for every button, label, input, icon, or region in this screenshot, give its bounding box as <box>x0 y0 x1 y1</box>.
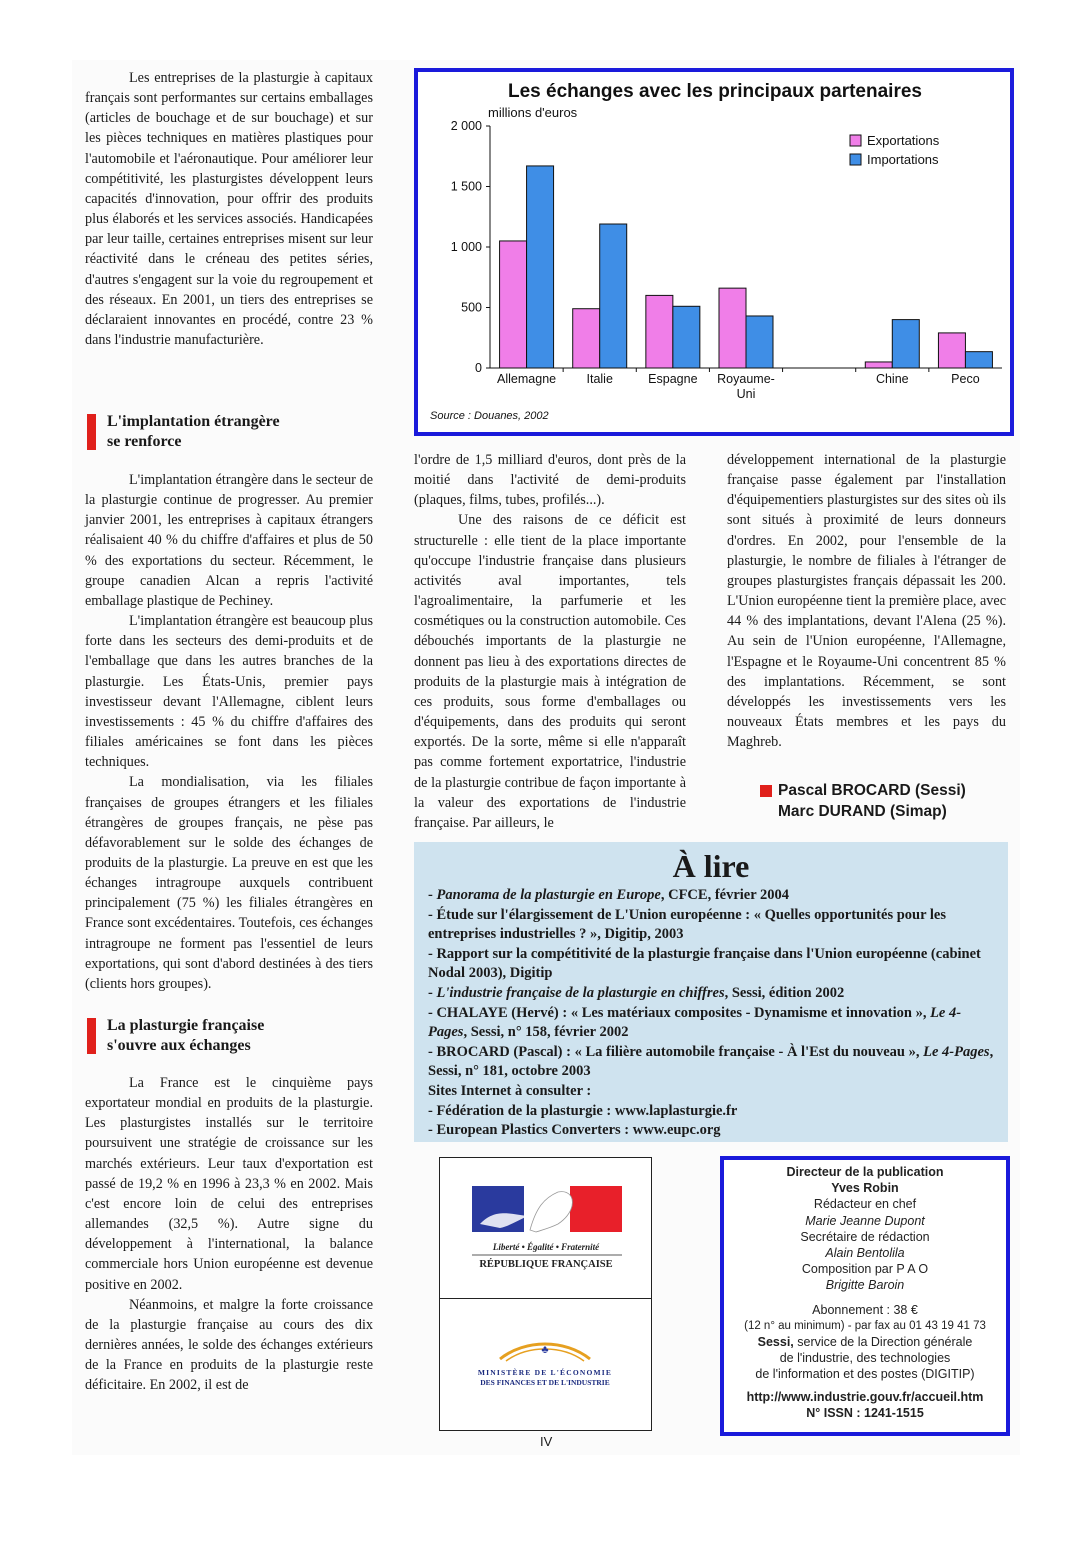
paragraph: développement international de la plasturgie française passe également par l'installation d'équipementiers plasturgistes sur des sites où ils sont situés à proximité de leurs donneurs d'ordres. En 2002, pour l'ensemble de la plasturgie, le nombre de filiales à l'étranger de groupes plasturgistes français dépassait les 200. L'Union européenne tient la première place, avec 44 % des implantations, devant l'Alena (25 %). Au sein de l'Union européenne, l'Allemagne, l'Espagne et le Royaume-Uni concentrent 85 % des implantations. Récemment, se sont développés les investissements vers les nouveaux États membres et les pays du Maghreb. <box>727 452 1006 751</box>
bar-importations <box>600 224 627 368</box>
y-tick-label: 500 <box>461 300 482 315</box>
y-tick-label: 0 <box>475 361 482 375</box>
column-3 <box>727 450 1006 752</box>
paragraph: Les entreprises de la plasturgie à capitaux français sont performantes sur certains emballages (articles de bouchage et de sur bouchage) et sur les pièces techniques en matières plastiques pour l'automobile et l'aéronautique. Pour améliorer leur compétitivité, les plasturgistes développent leurs capacités d'innovation, pour offrir des produits plus élaborés et les services associés. Handicapées par leur taille, certaines entreprises misent sur leur réactivité dans le créneau des petites séries, d'autres s'engagent sur la voie du regroupement et des réseaux. En 2001, un tiers des entreprises se déclaraient innovantes en procédé, contre 23 % dans l'industrie manufacturière. <box>85 70 373 349</box>
publication-info-box <box>720 1156 1010 1436</box>
x-tick-label: Chine <box>875 372 909 386</box>
rf-motto: Liberté • Égalité • Fraternité <box>492 1242 600 1252</box>
chart-y-label: millions d'euros <box>488 105 578 120</box>
subscription-detail: (12 n° au minimum) - par fax au 01 43 19 41 73 <box>744 1319 986 1332</box>
rf-name: RÉPUBLIQUE FRANÇAISE <box>479 1259 613 1270</box>
reading-list-item: - Panorama de la plasturgie en Europe, CFCE, février 2004 <box>428 887 790 903</box>
republique-francaise-logo <box>440 1158 651 1299</box>
reading-list-item: - Rapport sur la compétitivité de la plasturgie française dans l'Union européenne (cabinet Nodal 2003), Digitip <box>428 945 981 982</box>
column-2 <box>414 450 686 833</box>
bar-exportations <box>938 333 965 368</box>
bar-importations <box>892 320 919 368</box>
bar-exportations <box>646 295 673 368</box>
bar-exportations <box>865 362 892 368</box>
reading-list-box <box>414 842 1008 1142</box>
secretary-title: Secrétaire de rédaction <box>800 1229 930 1244</box>
column-1-middle <box>85 470 373 994</box>
director-title: Directeur de la publication <box>786 1165 944 1179</box>
reading-list-item: - Fédération de la plasturgie : www.laplasturgie.fr <box>428 1102 738 1119</box>
reading-list-item: - European Plastics Converters : www.eupc.org <box>428 1122 721 1139</box>
sessi-line: Sessi, service de la Direction générale <box>757 1335 973 1350</box>
reading-list <box>414 886 1008 1141</box>
paragraph: Néanmoins, et malgre la forte croissance de la plasturgie française au cours des dix dernières années, le solde des échanges extérieurs de la France en produits de la plasturgie reste déficitaire. En 2002, il est de <box>85 1296 373 1394</box>
bar-importations <box>673 306 700 368</box>
svg-text:♣: ♣ <box>541 1344 549 1356</box>
reading-list-item: Sites Internet à consulter : <box>428 1082 592 1099</box>
bar-exportations <box>719 288 746 368</box>
reading-list-item: - BROCARD (Pascal) : « La filière automobile française - À l'Est du nouveau », Le 4-Pages, Sessi, n° 181, octobre 2003 <box>428 1043 994 1080</box>
x-tick-label: Espagne <box>648 372 698 386</box>
section-heading-echanges: La plasturgie française s'ouvre aux échanges <box>107 1016 377 1056</box>
legend-label: Exportations <box>867 133 940 148</box>
reading-list-item: - Étude sur l'élargissement de L'Union européenne : « Quelles opportunités pour les entreprises industrielles ? », Digitip, 2003 <box>428 906 946 943</box>
paragraph: Une des raisons de ce déficit est structurelle : elle tient de la place importante qu'occupe l'industrie française dans plusieurs activités aval importantes, tels l'agroalimentaire, la parfumerie et les cosmétiques ou la construction automobile. Ces débouchés importants de la plasturgie ne donnent pas lieu à des exportations directes de produits de la plasturgie mais à intégration de ces produits, sous forme d'emballages ou d'équipements, dans des produits qui seront exportés. De la sorte, même si elle n'apparaît pas comme fortement exportatrice, l'industrie de la plasturgie contribue de façon importante à la valeur des exportations de l'industrie française. Par ailleurs, le <box>414 512 686 831</box>
bar-importations <box>965 352 992 368</box>
secretary-name: Alain Bentolila <box>825 1246 905 1261</box>
column-1-top <box>85 68 373 350</box>
bar-chart <box>418 72 1010 432</box>
marianne-flag-icon <box>440 1158 651 1298</box>
sessi-line-2: de l'industrie, des technologies <box>779 1351 951 1366</box>
y-tick-label: 2 000 <box>450 119 482 133</box>
chart-panel <box>414 68 1014 436</box>
author-1: Pascal BROCARD (Sessi) <box>778 782 966 799</box>
editor-name: Marie Jeanne Dupont <box>805 1213 925 1228</box>
column-1-bottom <box>85 1073 373 1396</box>
reading-list-item: - L'industrie française de la plasturgie en chiffres, Sessi, édition 2002 <box>428 984 845 1001</box>
x-tick-label: Uni <box>736 387 756 401</box>
paragraph: L'implantation étrangère dans le secteur de la plasturgie continue de progresser. Au premier janvier 2001, les entreprises à capitaux étrangers réalisaient 40 % du chiffre d'affaires et plus de 50 % des exportations du secteur. Récemment, le groupe canadien Alcan a repris l'activité emballage plastique de Pechiney. <box>85 472 373 609</box>
author-marker <box>760 785 772 797</box>
page-number: IV <box>540 1434 553 1449</box>
paragraph: l'ordre de 1,5 milliard d'euros, dont près de la moitié dans l'activité de demi-produits (plaques, films, tubes, profilés...). <box>414 452 686 509</box>
legend-label: Importations <box>867 152 939 167</box>
subscription: Abonnement : 38 € <box>812 1302 918 1317</box>
sessi-line-3: de l'information et des postes (DIGITIP) <box>755 1367 975 1382</box>
ministry-logo <box>440 1299 651 1429</box>
y-tick-label: 1 000 <box>450 240 482 254</box>
editor-title: Rédacteur en chef <box>813 1197 917 1212</box>
bar-importations <box>746 316 773 368</box>
x-tick-label: Peco <box>951 372 980 386</box>
composition-name: Brigitte Baroin <box>825 1278 905 1293</box>
paragraph: L'implantation étrangère est beaucoup plus forte dans les secteurs des demi-produits et de l'emballage que dans les autres branches de la plasturgie. Les États-Unis, premier pays investisseur devant l'Allemagne, ciblent leurs investissements : 45 % du chiffre d'affaires des filiales américaines se font dans les pièces techniques. <box>85 613 373 771</box>
issn: N° ISSN : 1241-1515 <box>806 1405 924 1420</box>
legend-swatch <box>850 154 861 165</box>
bar-importations <box>527 166 554 368</box>
bar-exportations <box>500 241 527 368</box>
heading-marker <box>87 414 96 450</box>
x-tick-label: Italie <box>586 372 613 386</box>
reading-list-item: - CHALAYE (Hervé) : « Les matériaux composites - Dynamisme et innovation », Le 4- Pages, Sessi, n° 158, février 2002 <box>428 1004 962 1041</box>
y-tick-label: 1 500 <box>450 179 482 194</box>
website-link[interactable]: http://www.industrie.gouv.fr/accueil.htm <box>746 1389 984 1404</box>
chart-title: Les échanges avec les principaux partenaires <box>508 81 922 102</box>
logo-panel <box>439 1157 652 1431</box>
composition-title: Composition par P A O <box>801 1262 929 1277</box>
ministry-line-1: MINISTÈRE DE L'ÉCONOMIE <box>477 1368 613 1377</box>
x-tick-label: Royaume- <box>717 372 775 386</box>
legend-swatch <box>850 135 861 146</box>
ministry-line-2: DES FINANCES ET DE L'INDUSTRIE <box>480 1378 610 1387</box>
x-tick-label: Allemagne <box>497 372 557 386</box>
chart-source: Source : Douanes, 2002 <box>430 410 549 422</box>
author-2: Marc DURAND (Simap) <box>778 803 947 820</box>
authors <box>760 780 966 822</box>
section-heading-implantation: L'implantation étrangère se renforce <box>107 412 377 452</box>
director-name: Yves Robin <box>831 1181 899 1196</box>
reading-list-title: À lire <box>672 848 750 884</box>
paragraph: La mondialisation, via les filiales françaises de groupes étrangers et les filiales étrangères de groupes français, ne pèse pas défavorablement sur le solde des échanges de produits de la plasturgie. La preuve en est que les échanges intragroupe auxquels contribuent principalement (75 %) les filiales étrangères en France sont excédentaires. Toutefois, ces échanges intragroupe ne forment pas l'essentiel de leurs exportations, qui sont d'abord destinées à des tiers (clients hors groupes). <box>85 774 373 992</box>
paragraph: La France est le cinquième pays exportateur mondial en produits de la plasturgie. Les plasturgistes installés sur le territoire poursuivent une stratégie de croissance sur les marchés extérieurs. Leur taux d'exportation est passé de 19,2 % en 1996 à 23,3 % en 2002. Mais c'est encore loin de celui des entreprises allemandes (32,5 %). Autre signe du développement à l'international, la balance commerciale hors Union européenne est devenue positive en 2002. <box>85 1075 373 1293</box>
heading-marker <box>87 1018 96 1054</box>
bar-exportations <box>573 309 600 368</box>
